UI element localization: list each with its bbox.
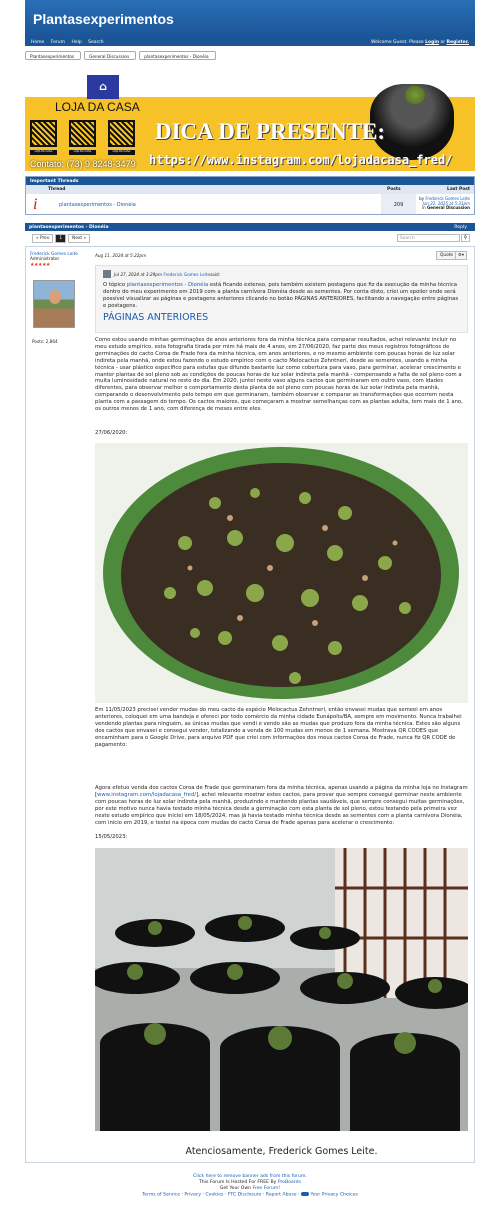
quote-said: said: <box>210 271 221 277</box>
welcome-please: Please <box>407 39 426 45</box>
nav-forum[interactable]: Forum <box>50 39 66 45</box>
last-post-by: by <box>419 196 426 201</box>
important-icon: i <box>33 196 38 213</box>
quote-text <box>103 282 460 310</box>
quote-header <box>103 270 460 278</box>
terms-link[interactable]: Terms of Service <box>142 1192 181 1198</box>
quote-text-start: O tópico <box>103 282 127 288</box>
next-button[interactable]: Next » <box>68 234 90 243</box>
get-own-text: Get Your Own <box>219 1186 253 1191</box>
page-footer <box>0 1174 500 1199</box>
avatar-face <box>49 290 61 304</box>
store-name: LOJA DA CASA <box>55 100 140 114</box>
post-paragraph-end: ], achei relevante mostrar estes cactos, para provar que sempre consegui germinar neste ambiente com poucas horas de luz solar indireta pela manhã, produzindo e mantendo plantas saudáveis, que sempre consegui muitas germinações, por este motivo nunca havia testado minha técnica desde a germinação com esta planta de sol pleno, estou testando pela primeira vez neste estudo empírico que iniciei em 18/05/2024, mas já havia testado minha técnica desde as sementes com a planta carnívora Dionéia, com início em 2019, e testei na época com mudas do cacto Coroa de Frade apenas para acelerar o crescimento: <box>95 791 465 826</box>
post-count: Posts: 2,864 <box>32 339 58 344</box>
column-thread: Thread <box>48 187 66 192</box>
gear-icon[interactable]: ⚙▾ <box>455 251 467 260</box>
post-date[interactable]: Aug 11, 2024 at 5:22pm <box>95 253 147 258</box>
qr-caption: LOJA DA CASA <box>30 150 57 155</box>
quote-button[interactable]: Quote <box>436 251 457 260</box>
contact-phone: Contato: (73) 9 8248-3479 <box>30 159 136 169</box>
hosted-text: This Forum Is Hosted For FREE By <box>199 1180 278 1185</box>
prev-button[interactable]: « Prev <box>32 234 53 243</box>
quote-avatar <box>103 270 111 278</box>
privacy-link[interactable]: Privacy <box>184 1192 202 1198</box>
privacy-choices-icon <box>301 1192 309 1196</box>
post-paragraph: Em 11/05/2023 precisei vender mudas do meu cacto da espécie Melocactus Zehntneri, então envasei mudas que semeei em anos anteriores, coloquei em uma bandeja e ofereci por todo comércio da minha cidade Eunápolis/BA, sempre em movimento. Nunca trabalhei vendendo plantas para ninguém, as únicas mudas que vendi e vendo são as mudas que produzo fora da minha técnica. Estes são alguns dos cactos que envasei e consegui vender, totalizando a venda de 100 mudas em menos de 1 semana. Mostrava QR CODES que encaminham para o Google Drive, para arquivo PDF que criei com informações dos meus cactos Coroa de Frade, nunca fiz QR CODE de pagamento: <box>95 707 462 748</box>
breadcrumb-home[interactable]: Plantasexperimentos <box>25 51 81 60</box>
welcome-guest: Welcome Guest. <box>371 39 408 45</box>
post-author-role: Administrator <box>30 257 60 262</box>
important-threads-header <box>26 185 474 194</box>
page-number[interactable]: 1 <box>55 234 66 243</box>
qr-caption: LOJA DA CASA <box>69 150 96 155</box>
post-paragraph: Como estou usando minhas germinações de anos anteriores fora da minha técnica para comparar resultados, achei relevante incluir no meu estudo empírico, esta fotografia tirada por mim há mais de 4 anos, em 27/06/2020, faz parte dos meus registros fotográficos de germinações do cacto Coroa de Frade fora da minha técnica, em anos anteriores, e no mesmo ambiente com poucas horas de luz solar indireta pela manhã, onde estou fazendo o estudo empírico com o cacto Melocactus Zehntneri, desde as sementes, usando a minha técnica - usar plástico específico para estufas que difunde bastante luz como cobertura para vaso, para germinar, acelerar crescimento e manter plantas de sol pleno sob as condições de poucas horas de luz solar indireta pela manhã - compensando a falta de sol pleno com a muita luminosidade natural no resto do dia. Em 2020, juntei neste vaso alguns cactos que germinaram em outro vaso, com idades diferentes, para observar melhor o comportamento desta planta de sol pleno com poucas horas de luz solar indireta pela manhã, comparando o desenvolvimento pelo tempo em que germinaram, também observar e comparar as transformações que ocorrem nesta planta com a passagem do tempo. Os cactos maiores, que começaram a mostrar semelhanças com as plantas adulta, tem mais de 1 ano, os outros menos de 1 ano, com diferença de meses entre eles. <box>95 337 463 413</box>
quote-text-end: está ficando extenso, pois também existem postagens que fiz da execução da minha técnica dentro do meu experimento em 2019 com a planta carnívora Dionéia desde as sementes. Por conta disto, criei um spoiler onde será possível visualizar as páginas e postagens anteriores clicando no botão PÁGINAS ANTERIORES, facilitando a navegação entre páginas e postagens. <box>103 282 459 309</box>
store-logo: ⌂ <box>87 75 119 99</box>
post-paragraph <box>95 785 468 826</box>
nav-home[interactable]: Home <box>31 39 45 45</box>
cookies-link[interactable]: Cookies <box>205 1192 224 1198</box>
previous-pages-button[interactable]: PÁGINAS ANTERIORES <box>103 311 209 323</box>
thread-title: plantasexperimentos - Dionéia <box>29 224 109 230</box>
free-forum-link[interactable]: Free Forum! <box>252 1186 281 1191</box>
banner-headline: DICA DE PRESENTE: <box>155 119 386 144</box>
qr-code <box>30 120 57 147</box>
last-post-date[interactable]: Jan 22, 2025 at 5:31pm <box>422 200 470 206</box>
cactus-image <box>405 86 425 104</box>
ftc-link[interactable]: FTC Disclosure <box>227 1192 262 1198</box>
remove-ads-link[interactable]: Click here to remove banner ads from this forum. <box>193 1174 307 1179</box>
breadcrumb <box>25 51 219 60</box>
signature: Atenciosamente, Frederick Gomes Leite. <box>185 1146 378 1157</box>
last-post-author[interactable]: Frederick Gomes Leite <box>425 196 470 201</box>
seedlings-photo-graphic <box>95 443 468 703</box>
nav-links <box>31 40 109 45</box>
last-post <box>419 197 470 211</box>
pagination <box>32 234 92 243</box>
breadcrumb-board[interactable]: General Discussion <box>84 51 136 60</box>
footer-links: Terms of Service · Privacy · Cookies · FTC Disclosure · Report Abuse · Your Privacy Choices <box>142 1192 358 1198</box>
reply-button[interactable]: Reply <box>454 224 467 230</box>
last-post-board[interactable]: General Discussion <box>426 205 470 211</box>
welcome-or: or <box>439 39 447 45</box>
column-posts: Posts <box>387 187 401 192</box>
rank-stars: ★★★★★ <box>30 262 50 268</box>
nav-help[interactable]: Help <box>71 39 82 45</box>
cactus-seedlings-photo <box>95 443 468 703</box>
quote-author[interactable]: Frederick Gomes Leite <box>163 271 211 277</box>
post-paragraph-start: Agora efetuo venda dos cactos Coroa de Frade que germinaram fora da minha técnica, apenas usando a página da minha loja no Instagram [ <box>95 785 468 798</box>
quote-topic-link[interactable]: plantasexperimentos - Dionéia <box>126 282 209 288</box>
nav-search[interactable]: Search <box>88 39 104 45</box>
proboards-link[interactable]: ProBoards <box>277 1180 301 1185</box>
report-abuse-link[interactable]: Report Abuse <box>265 1192 297 1198</box>
banner-url: https://www.instagram.com/lojadacasa_fred/ <box>149 153 453 167</box>
qr-caption: LOJA DA CASA <box>108 150 135 155</box>
important-threads <box>25 176 475 215</box>
thread-posts: 209 <box>381 194 416 214</box>
qr-code <box>69 120 96 147</box>
avatar[interactable] <box>33 280 75 328</box>
thread-link[interactable]: plantasexperimentos - Dionéia <box>59 202 136 208</box>
last-post-in: in <box>422 205 427 211</box>
login-link[interactable]: Login <box>425 39 440 45</box>
quote-block <box>95 265 468 333</box>
nav-bar <box>25 38 475 46</box>
search-input[interactable]: Search <box>397 234 460 242</box>
register-link[interactable]: Register. <box>446 39 469 45</box>
banner-ad[interactable] <box>25 70 475 176</box>
table-row <box>26 194 474 214</box>
potted-cacti-photo <box>95 848 468 1131</box>
search-icon[interactable]: ⚲ <box>461 234 470 242</box>
potted-cacti-graphic <box>95 848 468 1131</box>
thread-title-bar <box>25 223 475 231</box>
post-date-label: 27/06/2020: <box>95 430 128 436</box>
important-threads-title: Important Threads <box>26 177 474 185</box>
breadcrumb-thread[interactable]: plantasexperimentos - Dionéia <box>139 51 215 60</box>
qr-code <box>108 120 135 147</box>
welcome-text <box>371 40 469 45</box>
quote-date: Jul 27, 2024 at 3:29pm <box>114 271 163 277</box>
post-author-info <box>30 252 90 268</box>
site-title[interactable]: Plantasexperimentos <box>33 11 174 27</box>
post-date-label: 15/05/2023: <box>95 834 128 840</box>
privacy-choices-link[interactable]: Your Privacy Choices <box>310 1192 358 1198</box>
column-last-post: Last Post <box>447 187 470 192</box>
post-author-name[interactable]: Frederick Gomes Leite <box>30 252 78 257</box>
instagram-link[interactable]: www.instagram.com/lojadacasa_fred/ <box>97 791 197 798</box>
